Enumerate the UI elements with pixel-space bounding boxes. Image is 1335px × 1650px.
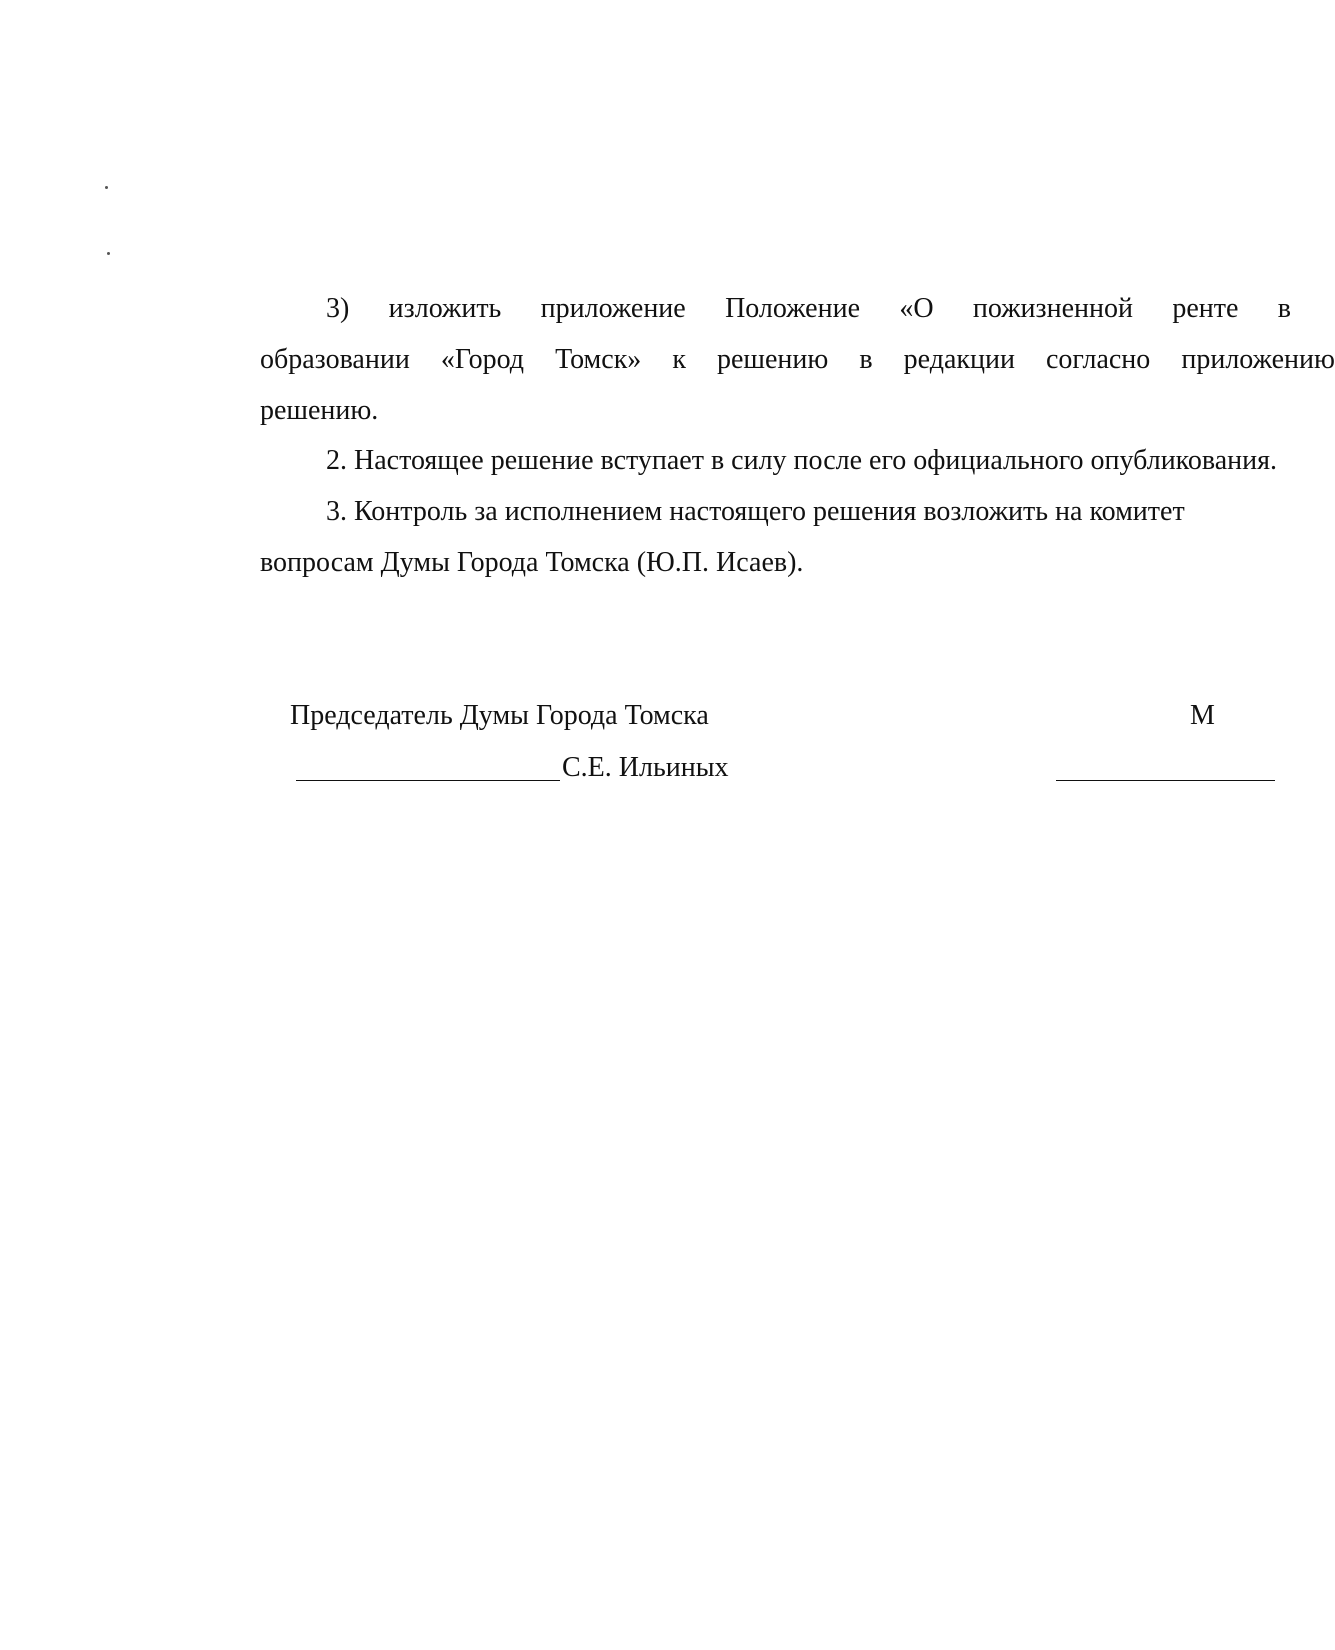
paragraph-3-line-2 [260, 343, 1335, 377]
word: согласно [1045, 344, 1151, 375]
word: изложить [388, 293, 502, 324]
word: приложение [540, 293, 686, 324]
word: пожизненной [972, 293, 1133, 324]
paragraph-3-line-3: решению. [260, 395, 379, 426]
word: образовании [260, 344, 410, 375]
word: приложению [1181, 344, 1335, 375]
item-3-line-1: 3. Контроль за исполнением настоящего решения возложить на комитет [326, 496, 1185, 527]
item-3-line-2: вопросам Думы Города Томска (Ю.П. Исаев). [260, 547, 804, 578]
word: решению [717, 344, 829, 375]
scan-speck [107, 252, 110, 255]
scan-speck [105, 186, 108, 189]
signature-left-line [296, 780, 560, 781]
word: «Город [440, 344, 525, 375]
word: 3) [326, 293, 350, 324]
signature-left-name: С.Е. Ильиных [562, 752, 729, 783]
word: ренте [1172, 293, 1239, 324]
word: Положение [725, 293, 860, 324]
word: к [672, 344, 686, 375]
item-2: 2. Настоящее решение вступает в силу после его официального опубликования. [326, 445, 1277, 476]
signature-right-line [1056, 780, 1275, 781]
word: в [1277, 293, 1291, 324]
paragraph-3-line-1 [326, 292, 1291, 326]
signature-right-title: М [1190, 700, 1215, 731]
word: в [859, 344, 873, 375]
word: «О [899, 293, 934, 324]
word: Томск» [555, 344, 642, 375]
signature-left-title: Председатель Думы Города Томска [290, 700, 709, 731]
word: редакции [903, 344, 1015, 375]
